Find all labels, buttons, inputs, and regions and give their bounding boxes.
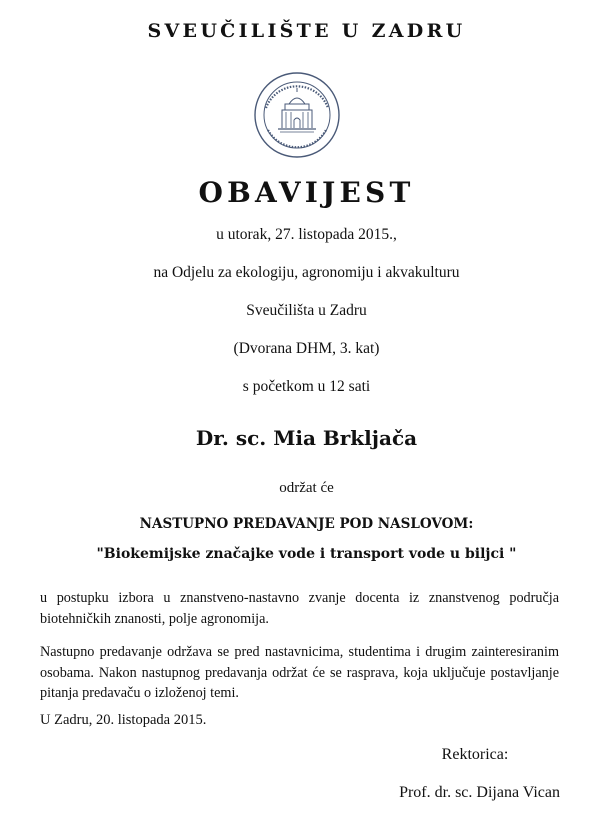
event-university-line: Sveučilišta u Zadru xyxy=(246,302,367,319)
signature-name: Prof. dr. sc. Dijana Vican xyxy=(399,784,560,801)
notice-title: OBAVIJEST xyxy=(198,176,415,209)
university-name: SVEUČILIŠTE U ZADRU xyxy=(147,20,466,42)
event-department-line: na Odjelu za ekologiju, agronomiju i akvakulturu xyxy=(153,264,460,281)
paragraph-selection: u postupku izbora u znanstveno-nastavno zvanje docenta iz znanstvenog područja biotehničkih znanosti, polje agronomija. xyxy=(40,590,559,627)
lecture-title: "Biokemijske značajke vode i transport vode u biljci " xyxy=(96,546,517,562)
signature-role: Rektorica: xyxy=(441,746,509,763)
event-date-line: u utorak, 27. listopada 2015., xyxy=(216,226,397,243)
event-room-line: (Dvorana DHM, 3. kat) xyxy=(233,340,380,357)
speaker-verb: održat će xyxy=(279,480,334,496)
lecture-heading: NASTUPNO PREDAVANJE POD NASLOVOM: xyxy=(139,516,474,532)
paragraph-audience: Nastupno predavanje održava se pred nastavnicima, studentima i drugim zainteresiranim osobama. Nakon nastupnog predavanja održat će se rasprava, koja uključuje postavljanje pitanja predavaču o izloženoj temi. xyxy=(40,644,559,701)
speaker-name: Dr. sc. Mia Brkljača xyxy=(195,426,418,450)
notice-date: U Zadru, 20. listopada 2015. xyxy=(40,712,207,728)
university-seal-icon xyxy=(252,70,342,160)
event-time-line: s početkom u 12 sati xyxy=(242,378,371,395)
